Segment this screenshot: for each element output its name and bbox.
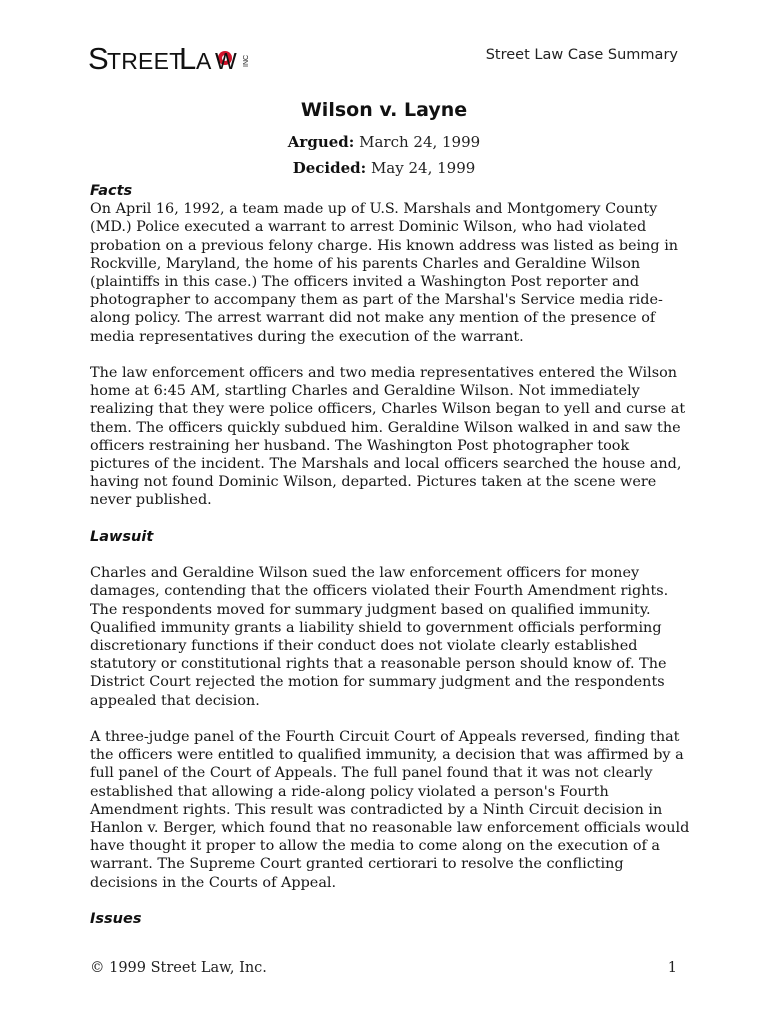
svg-text:INC: INC [243,54,250,67]
argued-date: March 24, 1999 [359,133,481,151]
argued-line [0,133,768,151]
lawsuit-paragraph-2: A three-judge panel of the Fourth Circuit Court of Appeals reversed, finding that the officers were entitled to qualified immunity, a decision that was affirmed by a full panel of the Court of Appeals. The full panel found that it was not clearly established that allowing a ride-along policy violated a person's Fourth Amendment rights. This result was contradicted by a Ninth Circuit decision in Hanlon v. Berger, which found that no reasonable law enforcement officials would have thought it proper to allow the media to come along on the execution of a warrant. The Supreme Court granted certiorari to resolve the conflicting decisions in the Courts of Appeal. [90,729,690,891]
issues-heading: Issues [90,911,142,928]
argued-label: Argued: [287,133,355,151]
decided-date: May 24, 1999 [370,159,476,177]
decided-label: Decided: [292,159,367,177]
decided-line [0,159,768,177]
street-law-logo [88,38,248,78]
facts-paragraph-1: On April 16, 1992, a team made up of U.S. Marshals and Montgomery County (MD.) Police executed a warrant to arrest Dominic Wilson, who had violated probation on a previous felony charge. His known address was listed as being in Rockville, Maryland, the home of his parents Charles and Geraldine Wilson (plaintiffs in this case.) The officers invited a Washington Post reporter and photographer to accompany them as part of the Marshal's Service media ride-along policy. The arrest warrant did not make any mention of the presence of media representatives during the execution of the warrant. [90,201,679,345]
footer-copyright: © 1999 Street Law, Inc. [90,960,267,976]
svg-text:L: L [179,41,197,76]
lawsuit-heading: Lawsuit [90,528,154,545]
lawsuit-paragraph-1: Charles and Geraldine Wilson sued the law enforcement officers for money damages, contending that the officers violated their Fourth Amendment rights. The respondents moved for summary judgment based on qualified immunity. Qualified immunity grants a liability shield to government officials performing discretionary functions if their conduct does not violate clearly established statutory or constitutional rights that a reasonable person should know of. The District Court rejected the motion for summary judgment and the respondents appealed that decision. [90,565,669,709]
svg-text:A: A [196,48,212,74]
header-document-type: Street Law Case Summary [485,47,678,63]
svg-text:TREET: TREET [107,48,184,74]
page-number: 1 [667,960,677,976]
case-body [90,182,690,928]
svg-text:W: W [215,48,237,74]
case-title: Wilson v. Layne [300,99,468,121]
street-law-logo-graphic [88,38,248,78]
facts-paragraph-2: The law enforcement officers and two media representatives entered the Wilson home at 6:45 AM, startling Charles and Geraldine Wilson. Not immediately realizing that they were police officers, Charles Wilson began to yell and curse at them. The officers quickly subdued him. Geraldine Wilson walked in and saw the officers restraining her husband. The Washington Post photographer took pictures of the incident. The Marshals and local officers searched the house and, having not found Dominic Wilson, departed. Pictures taken at the scene were never published. [90,365,686,509]
svg-text:S: S [88,41,109,76]
facts-heading: Facts [90,183,133,199]
